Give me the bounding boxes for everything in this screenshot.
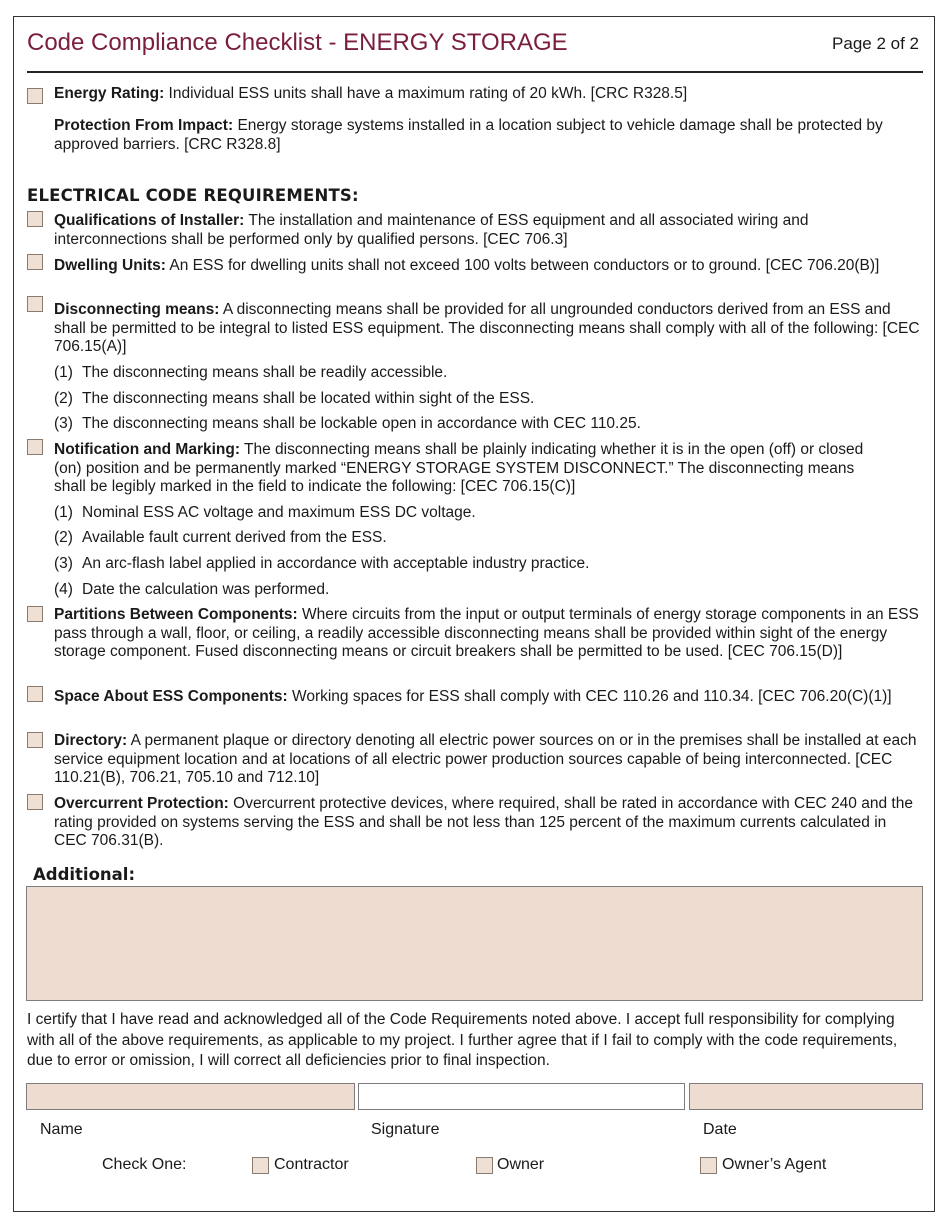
name-label: Name <box>40 1121 83 1138</box>
qualifications-checkbox[interactable] <box>27 211 43 227</box>
energy-rating-checkbox[interactable] <box>27 88 43 104</box>
directory-item: Directory: A permanent plaque or directory denoting all electric power sources on or in the premises shall be installed at each service equipment location and at locations of all electric power production sources capable of being interconnected. [CEC 110.21(B), 706.21, 705.10 and 712.10] <box>54 732 917 786</box>
notification-sub-2: (2) Available fault current derived from the ESS. <box>54 529 387 546</box>
notification-sub-4: (4) Date the calculation was performed. <box>54 581 330 598</box>
disconnecting-sub-1: (1) The disconnecting means shall be readily accessible. <box>54 364 448 381</box>
space-about-ess-item: Space About ESS Components: Working spaces for ESS shall comply with CEC 110.26 and 110.34. [CEC 706.20(C)(1)] <box>54 688 892 705</box>
owners-agent-label: Owner’s Agent <box>722 1156 827 1173</box>
protection-from-impact-item: Protection From Impact: Energy storage systems installed in a location subject to vehicle damage shall be protected by approved barriers. [CRC R328.8] <box>54 117 883 153</box>
partitions-checkbox[interactable] <box>27 606 43 622</box>
contractor-label: Contractor <box>274 1156 349 1173</box>
check-one-label: Check One: <box>102 1156 187 1173</box>
additional-label: Additional: <box>33 865 136 884</box>
partitions-item: Partitions Between Components: Where circuits from the input or output terminals of energy storage components in an ESS pass through a wall, floor, or ceiling, a readily accessible disconnecting means shall be provided within sight of the energy storage component. Fused disconnecting means or circuit breakers shall be permitted to be used. [CEC 706.15(D)] <box>54 606 919 660</box>
header-divider <box>27 71 923 73</box>
notification-marking-item: Notification and Marking: The disconnecting means shall be plainly indicating whether it is in the open (off) or closed (on) position and be permanently marked “ENERGY STORAGE SYSTEM DISCONNECT.” The disconnecting means shall be legibly marked in the field to indicate the following: [CEC 706.15(C)] <box>54 441 864 495</box>
disconnecting-sub-2: (2) The disconnecting means shall be located within sight of the ESS. <box>54 390 535 407</box>
disconnecting-means-item: Disconnecting means: A disconnecting means shall be provided for all ungrounded conductors derived from an ESS and shall be permitted to be integral to listed ESS equipment. The disconnecting means shall comply with all of the following: [CEC 706.15(A)] <box>54 301 920 355</box>
space-about-ess-checkbox[interactable] <box>27 686 43 702</box>
notification-sub-3: (3) An arc-flash label applied in accordance with acceptable industry practice. <box>54 555 590 572</box>
owner-checkbox[interactable] <box>476 1157 493 1174</box>
disconnecting-means-checkbox[interactable] <box>27 296 43 312</box>
date-label: Date <box>703 1121 737 1138</box>
additional-textarea[interactable] <box>26 886 923 1001</box>
dwelling-units-checkbox[interactable] <box>27 254 43 270</box>
date-field[interactable] <box>689 1083 923 1110</box>
qualifications-item: Qualifications of Installer: The installation and maintenance of ESS equipment and all associated wiring and interconnections shall be performed only by qualified persons. [CEC 706.3] <box>54 212 809 248</box>
dwelling-units-item: Dwelling Units: An ESS for dwelling units shall not exceed 100 volts between conductors or to ground. [CEC 706.20(B)] <box>54 257 880 274</box>
signature-field[interactable] <box>358 1083 685 1110</box>
notification-marking-checkbox[interactable] <box>27 439 43 455</box>
energy-rating-item: Energy Rating: Individual ESS units shall have a maximum rating of 20 kWh. [CRC R328.5] <box>54 85 688 102</box>
name-field[interactable] <box>26 1083 355 1110</box>
electrical-section-title: ELECTRICAL CODE REQUIREMENTS: <box>27 186 359 205</box>
overcurrent-item: Overcurrent Protection: Overcurrent protective devices, where required, shall be rated in accordance with CEC 240 and the rating provided on systems serving the ESS and shall be not less than 125 percent of the maximum currents calculated in CEC 706.31(B). <box>54 795 913 849</box>
contractor-checkbox[interactable] <box>252 1157 269 1174</box>
notification-sub-1: (1) Nominal ESS AC voltage and maximum ESS DC voltage. <box>54 504 476 521</box>
directory-checkbox[interactable] <box>27 732 43 748</box>
signature-label: Signature <box>371 1121 440 1138</box>
overcurrent-checkbox[interactable] <box>27 794 43 810</box>
page-title: Code Compliance Checklist - ENERGY STORAGE <box>27 29 568 56</box>
disconnecting-sub-3: (3) The disconnecting means shall be lockable open in accordance with CEC 110.25. <box>54 415 641 432</box>
page-number: Page 2 of 2 <box>832 34 919 53</box>
owner-label: Owner <box>497 1156 545 1173</box>
owners-agent-checkbox[interactable] <box>700 1157 717 1174</box>
certification-statement: I certify that I have read and acknowledged all of the Code Requirements noted above. I accept full responsibility for complying with all of the above requirements, as applicable to my project. I further agree that if I fail to comply with the code requirements, due to error or omission, I will correct all deficiencies prior to final inspection. <box>27 1011 898 1069</box>
